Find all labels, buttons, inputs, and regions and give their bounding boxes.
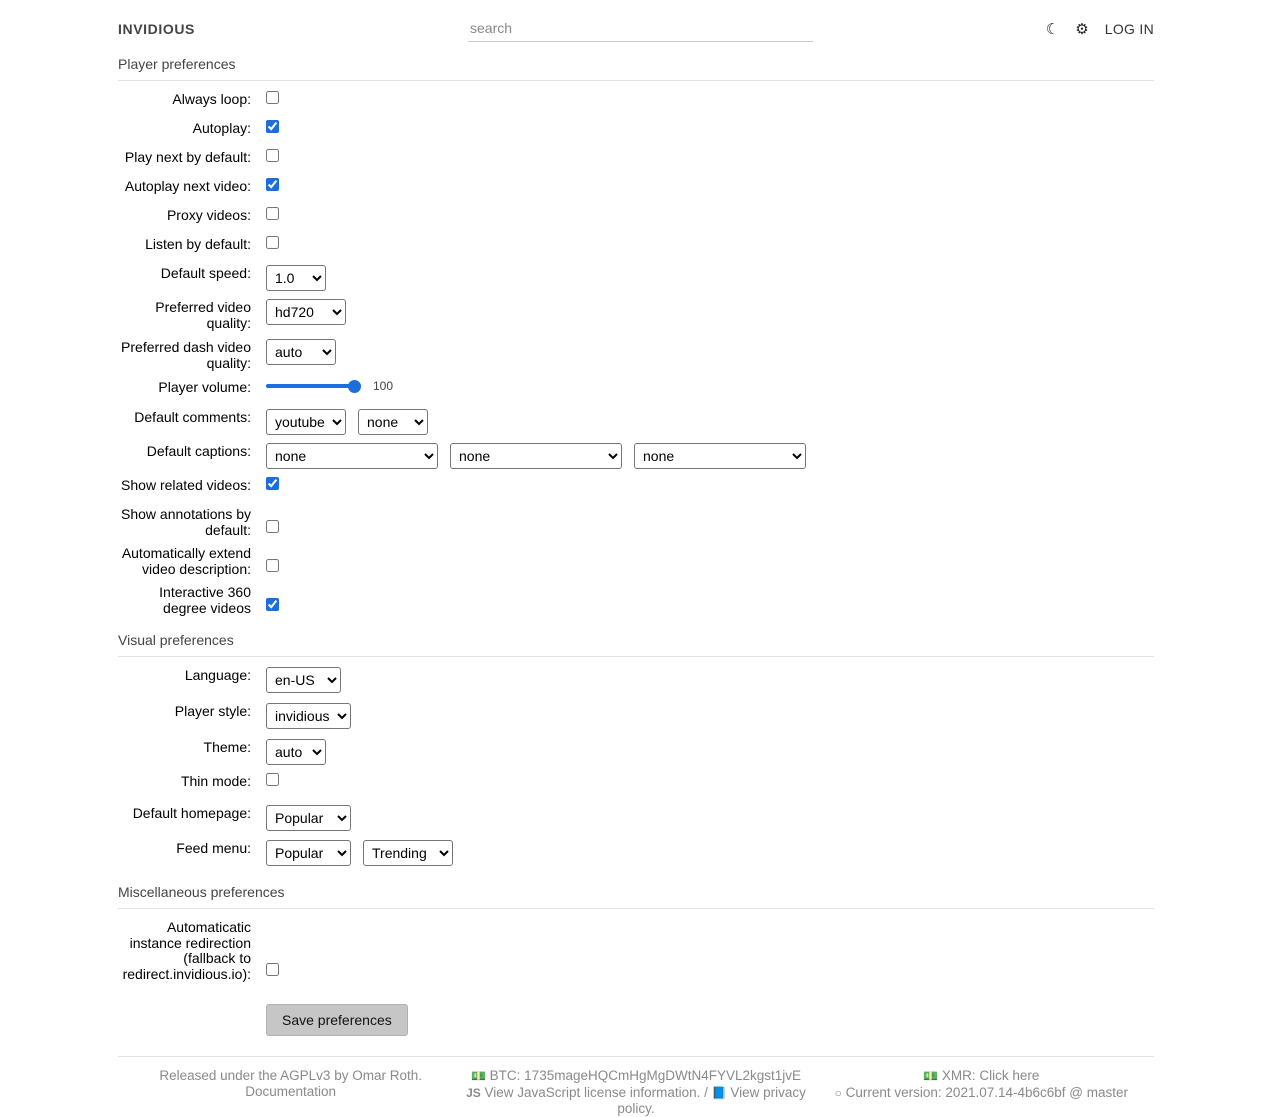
select-feed-menu-1[interactable]: [266, 840, 351, 866]
footer-js-line: [463, 1085, 808, 1117]
footer-version-text[interactable]: Current version: 2021.07.14-4b6c6bf @ master: [845, 1084, 1128, 1100]
checkbox-instance-redirection[interactable]: [266, 963, 279, 976]
checkbox-autoplay-next[interactable]: [266, 178, 279, 191]
footer-license-text: Released under the AGPLv3 by Omar Roth.: [159, 1068, 422, 1083]
search-form: [468, 17, 813, 42]
footer-xmr-link[interactable]: XMR: Click here: [941, 1068, 1040, 1083]
label-play-next: Play next by default:: [124, 149, 251, 165]
footer-xmr-line: [809, 1068, 1154, 1085]
label-always-loop: Always loop:: [172, 91, 251, 107]
select-video-quality[interactable]: [266, 299, 346, 325]
money-icon: 💵: [923, 1069, 939, 1083]
select-player-style[interactable]: [266, 703, 351, 729]
select-dash-quality[interactable]: [266, 339, 336, 365]
login-link[interactable]: LOG IN: [1104, 21, 1154, 37]
checkbox-interactive-360[interactable]: [266, 598, 279, 611]
label-default-comments: Default comments:: [134, 409, 251, 425]
section-title-visual: Visual preferences: [118, 630, 1154, 657]
row-language: [118, 667, 1154, 693]
checkbox-autoplay[interactable]: [266, 120, 279, 133]
select-captions-2[interactable]: [450, 443, 622, 469]
brand-logo[interactable]: INVIDIOUS: [118, 21, 195, 37]
navbar: [0, 0, 1272, 54]
row-default-captions: [118, 443, 1154, 469]
label-default-captions: Default captions:: [146, 443, 251, 459]
select-default-speed[interactable]: [266, 265, 326, 291]
footer-left: [118, 1068, 463, 1117]
checkbox-show-annotations[interactable]: [266, 520, 279, 533]
label-autoplay: Autoplay:: [192, 120, 251, 136]
navbar-right: [813, 21, 1154, 37]
row-theme: [118, 739, 1154, 765]
label-player-volume: Player volume:: [158, 379, 251, 395]
select-feed-menu-2[interactable]: [363, 840, 453, 866]
checkbox-proxy-videos[interactable]: [266, 207, 279, 220]
label-default-speed: Default speed:: [160, 265, 251, 281]
checkbox-show-related[interactable]: [266, 477, 279, 490]
preferences-form: [0, 54, 1272, 1036]
row-extend-description: [118, 545, 1154, 577]
row-listen-default: [118, 236, 1154, 258]
row-default-homepage: [118, 805, 1154, 831]
row-video-quality: [118, 299, 1154, 331]
select-comments-primary[interactable]: [266, 409, 346, 435]
label-thin-mode: Thin mode:: [180, 773, 251, 789]
footer: [118, 1056, 1154, 1117]
javascript-badge-icon: JS: [466, 1085, 481, 1100]
footer-documentation-link[interactable]: Documentation: [245, 1083, 337, 1099]
label-feed-menu: Feed menu:: [176, 840, 251, 856]
footer-separator: /: [704, 1084, 708, 1100]
row-play-next: [118, 149, 1154, 171]
label-autoplay-next: Autoplay next video:: [124, 178, 251, 194]
footer-right: [809, 1068, 1154, 1117]
player-volume-value: 100: [373, 379, 394, 393]
label-interactive-360: Interactive 360 degree videos: [159, 584, 251, 616]
section-title-misc: Miscellaneous preferences: [118, 882, 1154, 909]
save-row: [118, 1004, 1154, 1036]
row-thin-mode: [118, 773, 1154, 795]
label-player-style: Player style:: [174, 703, 251, 719]
row-show-annotations: [118, 506, 1154, 538]
slider-player-volume[interactable]: [266, 384, 361, 388]
checkbox-thin-mode[interactable]: [266, 773, 279, 786]
row-feed-menu: [118, 840, 1154, 866]
github-icon: ○: [834, 1085, 842, 1100]
row-proxy-videos: [118, 207, 1154, 229]
select-default-homepage[interactable]: [266, 805, 351, 831]
gear-icon[interactable]: ⚙: [1075, 20, 1089, 38]
label-theme: Theme:: [203, 739, 251, 755]
section-title-player: Player preferences: [118, 54, 1154, 81]
search-input[interactable]: [468, 17, 813, 42]
row-instance-redirection: [118, 919, 1154, 982]
row-player-style: [118, 703, 1154, 729]
footer-center: [463, 1068, 808, 1117]
row-dash-quality: [118, 339, 1154, 371]
footer-btc-text[interactable]: BTC: 1735mageHQCmHgMgDWtN4FYVL2kgst1jvE: [489, 1068, 802, 1083]
label-listen-default: Listen by default:: [145, 236, 251, 252]
label-language: Language:: [184, 667, 251, 683]
select-captions-3[interactable]: [634, 443, 806, 469]
select-comments-secondary[interactable]: [358, 409, 428, 435]
checkbox-play-next[interactable]: [266, 149, 279, 162]
label-show-annotations: Show annotations by default:: [121, 506, 251, 538]
label-instance-redirection: Automaticatic instance redirection (fallback to redirect.invidious.io):: [122, 919, 251, 982]
checkbox-listen-default[interactable]: [266, 236, 279, 249]
label-show-related: Show related videos:: [121, 477, 251, 493]
moon-icon[interactable]: ☾: [1045, 20, 1060, 38]
select-captions-1[interactable]: [266, 443, 438, 469]
row-autoplay: [118, 120, 1154, 142]
label-extend-description: Automatically extend video description:: [121, 545, 251, 577]
row-autoplay-next: [118, 178, 1154, 200]
label-default-homepage: Default homepage:: [132, 805, 251, 821]
row-interactive-360: [118, 584, 1154, 616]
row-always-loop: [118, 91, 1154, 113]
row-default-speed: [118, 265, 1154, 291]
footer-version-line: [809, 1085, 1154, 1102]
footer-js-license-link[interactable]: View JavaScript license information.: [484, 1084, 701, 1100]
save-preferences-button[interactable]: Save preferences: [266, 1004, 408, 1036]
row-player-volume: [118, 379, 1154, 401]
checkbox-always-loop[interactable]: [266, 91, 279, 104]
row-default-comments: [118, 409, 1154, 435]
label-dash-quality: Preferred dash video quality:: [121, 339, 251, 371]
label-video-quality: Preferred video quality:: [155, 299, 251, 331]
row-show-related: [118, 477, 1154, 499]
select-language[interactable]: [266, 667, 341, 693]
money-icon: 💵: [470, 1069, 486, 1083]
footer-privacy-link[interactable]: View privacy policy.: [617, 1084, 806, 1116]
select-theme[interactable]: [266, 739, 326, 765]
label-proxy-videos: Proxy videos:: [166, 207, 251, 223]
book-icon: 📘: [711, 1085, 727, 1100]
footer-btc-line: [463, 1068, 808, 1085]
checkbox-extend-description[interactable]: [266, 559, 279, 572]
